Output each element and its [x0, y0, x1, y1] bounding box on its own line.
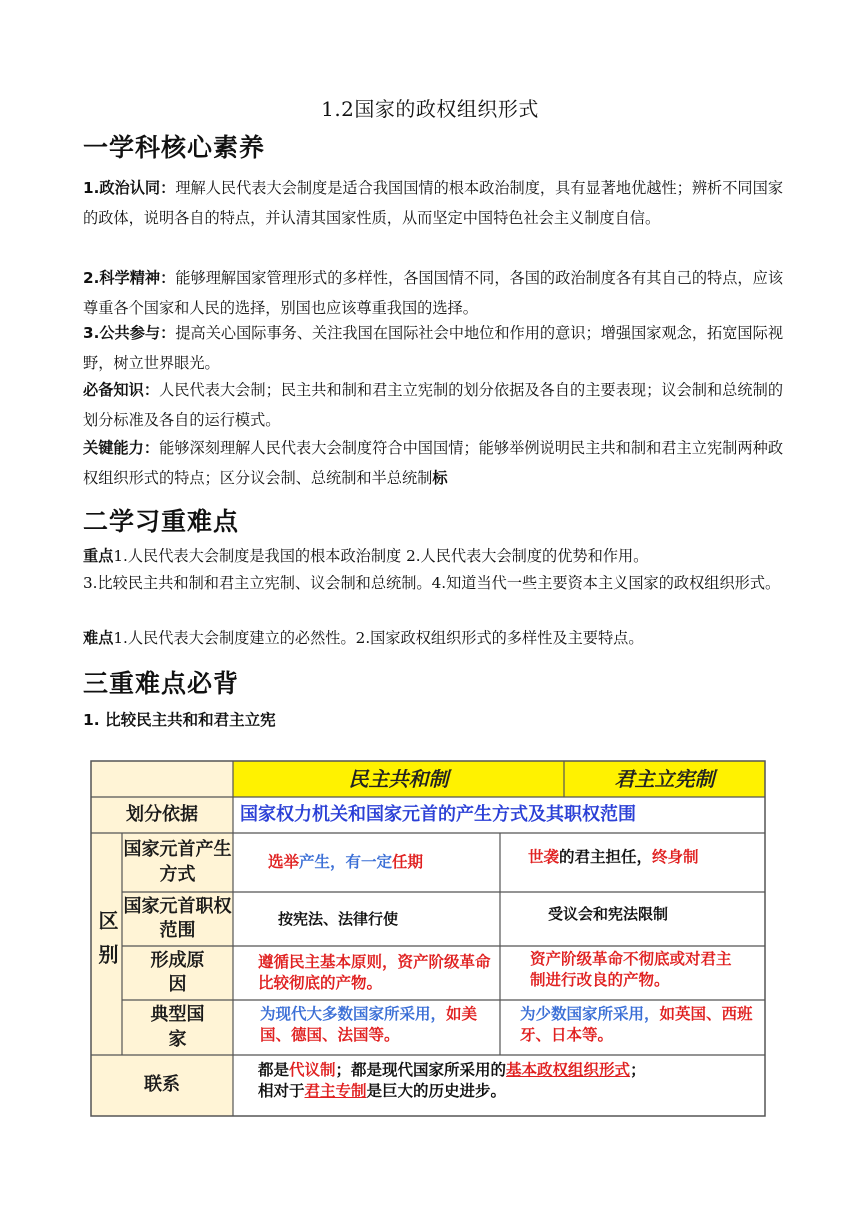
- text-red: 如美国、德国、法国等。: [260, 1005, 478, 1044]
- item-label: 关键能力：: [83, 439, 160, 457]
- monarchy-head-power: 受议会和宪法限制: [548, 904, 669, 923]
- monarchy-head-origin: [528, 828, 764, 887]
- item-text: 能够深刻理解人民代表大会制度符合中国国情；能够举例说明民主共和制和君主立宪制两种政权组织形式的特点；区分议会制、总统制和半总统制: [83, 439, 784, 487]
- relation-underlined: 君主专制: [304, 1081, 367, 1100]
- text-blue: 为现代大多数国家所采用，: [260, 1005, 447, 1023]
- text-red: 如英国、西班牙、日本等。: [520, 1005, 753, 1044]
- difficult-label: 难点: [83, 629, 114, 647]
- item-tail: 标: [432, 469, 448, 487]
- label-difference: 区别: [95, 910, 119, 978]
- paragraph-political-identity: [83, 173, 783, 233]
- sub-heading-compare: 1. 比较民主共和和君主立宪: [83, 711, 276, 729]
- row-label-typical-countries: 典型国家: [150, 1004, 205, 1050]
- label-division-basis: 划分依据: [126, 803, 198, 825]
- paragraph-essential-knowledge: [83, 375, 783, 435]
- section-heading-must-memorize: 三重难点必背: [83, 669, 240, 698]
- relation-text: [258, 1056, 758, 1114]
- key-text-2: 3.比较民主共和制和君主立宪制、议会制和总统制。4.知道当代一些主要资本主义国家的政权组织形式。: [83, 574, 781, 592]
- difficult-text: 1.人民代表大会制度建立的必然性。2.国家政权组织形式的多样性及主要特点。: [113, 629, 644, 647]
- text-black: 的君主担任，: [559, 848, 653, 867]
- paragraph-key-abilities: [83, 433, 783, 493]
- republic-formation-cause: 遵循民主基本原则，资产阶级革命比较彻底的产物。: [258, 953, 491, 992]
- label-relation: 联系: [144, 1074, 180, 1096]
- row-label-head-of-state-origin: 国家元首产生方式: [123, 839, 232, 885]
- section-heading-core-literacy: 一学科核心素养: [83, 133, 266, 162]
- relation-highlight: 代议制: [289, 1061, 336, 1079]
- item-text: 能够理解国家管理形式的多样性，各国国情不同，各国的政治制度各有其自己的特点，应该尊重各个国家和人民的选择，别国也应该尊重我国的选择。: [83, 269, 784, 317]
- key-label: 重点: [83, 547, 114, 565]
- item-label: 3.公共参与：: [83, 324, 176, 342]
- paragraph-key-points-2: [83, 568, 783, 598]
- republic-head-power: 按宪法、法律行使: [278, 909, 399, 928]
- text-blue: 产生，有一定: [299, 853, 393, 872]
- text-red: 选举: [268, 853, 300, 872]
- relation-part: 都是: [258, 1061, 290, 1079]
- header-democratic-republic: 民主共和制: [348, 766, 449, 791]
- item-text: 提高关心国际事务、关注我国在国际社会中地位和作用的意识；增强国家观念，拓宽国际视野，树立世界眼光。: [83, 324, 784, 372]
- relation-part: ；都是现代国家所采用的: [335, 1061, 507, 1079]
- section-heading-key-difficult: 二学习重难点: [83, 507, 240, 536]
- text-red: 任期: [392, 853, 424, 872]
- row-label-head-of-state-power: 国家元首职权范围: [123, 895, 232, 941]
- monarchy-typical-countries: [520, 998, 760, 1053]
- relation-part: 相对于: [258, 1081, 305, 1100]
- paragraph-scientific-spirit: [83, 263, 783, 323]
- row-label-formation-cause: 形成原因: [150, 949, 205, 995]
- item-label: 必备知识：: [83, 381, 160, 399]
- key-text-1: 1.人民代表大会制度是我国的根本政治制度 2.人民代表大会制度的优势和作用。: [113, 547, 649, 565]
- relation-part: ；: [630, 1061, 646, 1079]
- relation-underlined: 基本政权组织形式: [506, 1061, 631, 1079]
- republic-typical-countries: [260, 998, 496, 1053]
- relation-part: 是巨大的历史进步。: [366, 1081, 507, 1100]
- paragraph-difficult-points: [83, 623, 783, 653]
- text-red: 终身制: [652, 848, 699, 867]
- paragraph-key-points: [83, 541, 783, 571]
- paragraph-public-participation: [83, 318, 783, 378]
- division-basis-text: 国家权力机关和国家元首的产生方式及其职权范围: [240, 803, 636, 825]
- republic-head-origin: [268, 833, 498, 892]
- text-blue: 为少数国家所采用，: [520, 1005, 660, 1023]
- document-title: 1.2国家的政权组织形式: [321, 97, 539, 121]
- monarchy-formation-cause: 资产阶级革命不彻底或对君主制进行改良的产物。: [530, 950, 732, 989]
- item-text: 理解人民代表大会制度是适合我国国情的根本政治制度，具有显著地优越性；辨析不同国家的政体，说明各自的特点，并认清其国家性质，从而坚定中国特色社会主义制度自信。: [83, 179, 784, 227]
- comparison-table: [90, 760, 766, 1117]
- header-constitutional-monarchy: 君主立宪制: [614, 766, 715, 791]
- item-label: 1.政治认同：: [83, 179, 176, 197]
- text-red: 世袭: [528, 848, 560, 867]
- item-label: 2.科学精神：: [83, 269, 176, 287]
- item-text: 人民代表大会制；民主共和制和君主立宪制的划分依据及各自的主要表现；议会制和总统制的划分标准及各自的运行模式。: [83, 381, 784, 429]
